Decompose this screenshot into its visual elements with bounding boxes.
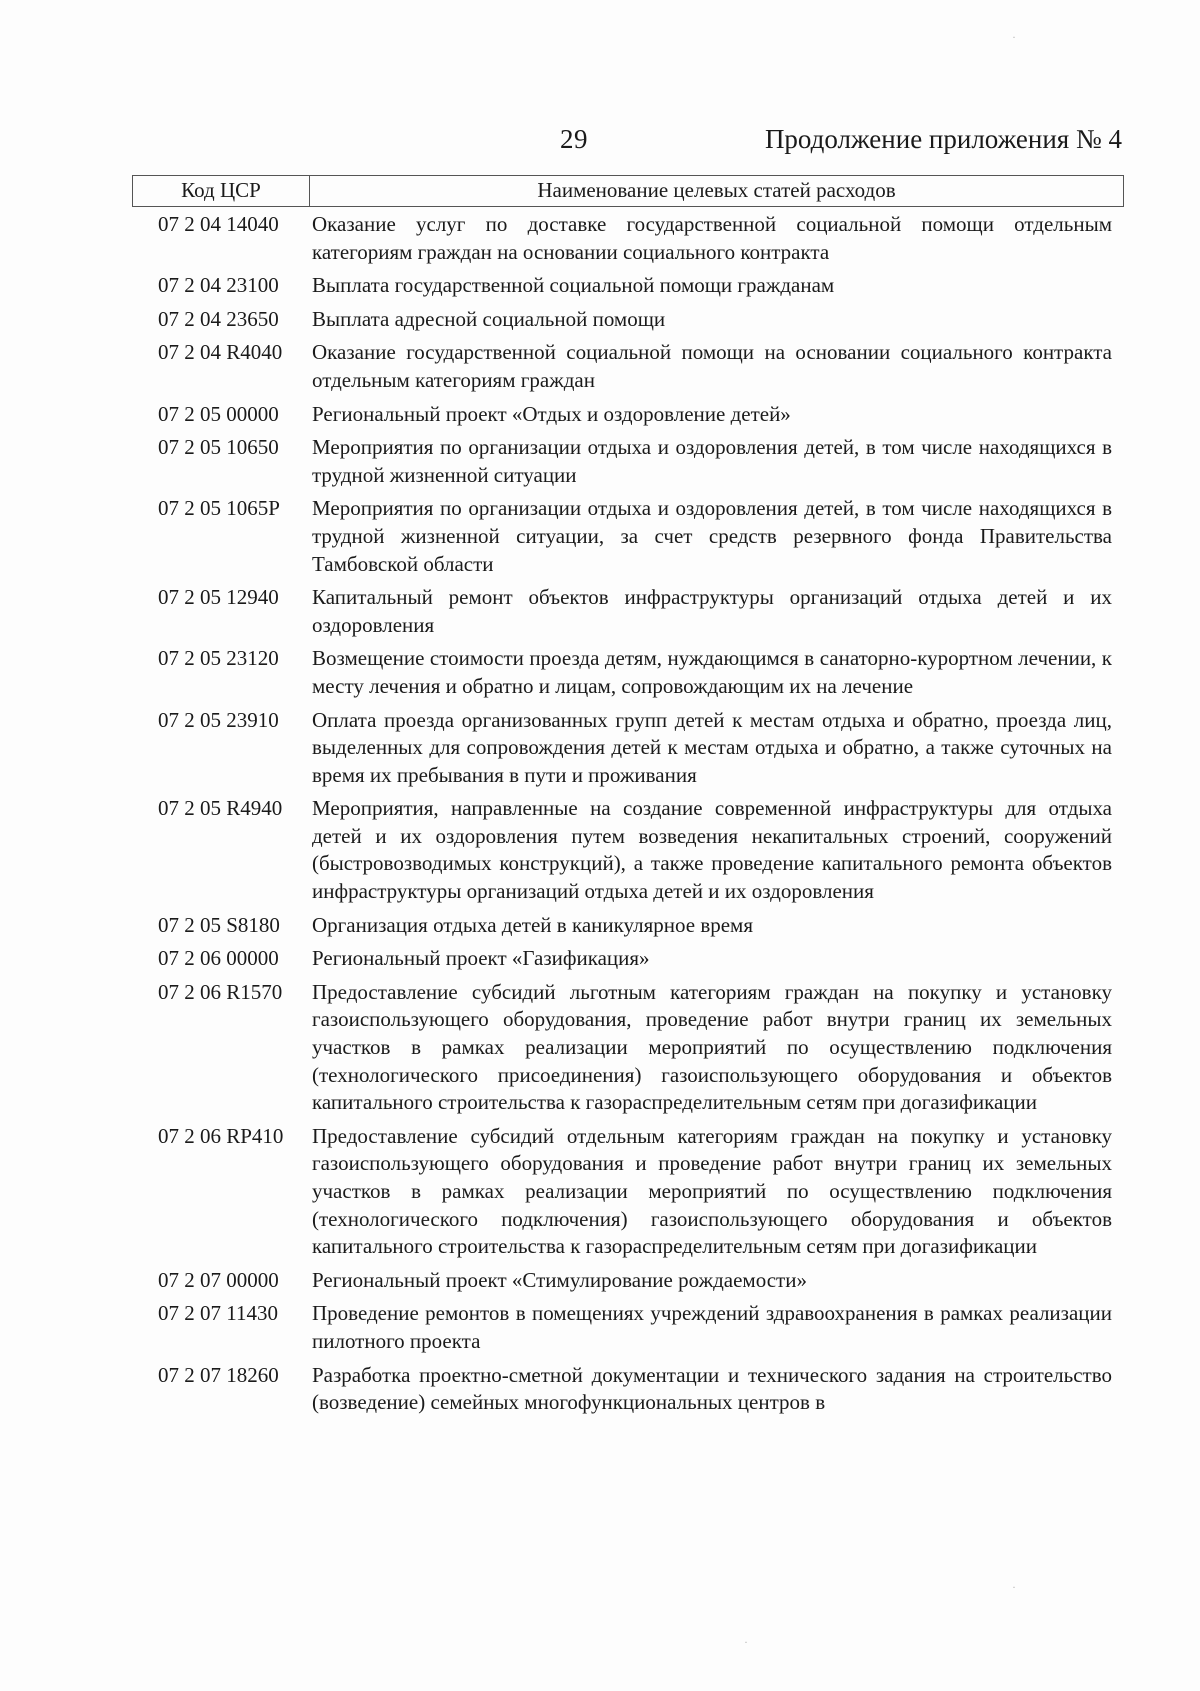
row-code: 07 2 05 00000 [158,401,279,426]
table-row [132,1300,1124,1355]
table-row [132,979,1124,1117]
target-expense-table [132,175,1124,1417]
row-name: Организация отдыха детей в каникулярное время [312,912,753,937]
column-header-name: Наименование целевых статей расходов [537,178,896,202]
table-row [132,584,1124,639]
row-code: 07 2 04 14040 [158,212,279,236]
row-code: 07 2 05 12940 [158,585,279,610]
row-name: Выплата государственной социальной помощи гражданам [312,273,835,298]
row-name: Капитальный ремонт объектов инфраструктуры организаций отдыха детей и их оздоровления [312,585,1112,637]
row-code: 07 2 06 R1570 [158,979,283,1004]
table-row [132,211,1124,266]
row-name: Предоставление субсидий льготным категориям граждан на покупку и установку газоиспользующего оборудования, проведение работ внутри границ их земельных участков в рамках реализации мероприятий по осуществлению подключения (технологического присоединения) газоиспользующего оборудования и объектов капитального строительства к газораспределительным сетям при догазификации [312,979,1112,1115]
row-code: 07 2 04 23100 [158,273,279,298]
row-code: 07 2 04 R4040 [158,340,283,365]
scan-speck: · [744,1635,748,1649]
row-code: 07 2 05 23120 [158,646,279,671]
row-name: Оказание государственной социальной помощи на основании социального контракта отдельным категориям граждан [312,340,1112,392]
row-name: Региональный проект «Стимулирование рождаемости» [312,1267,807,1292]
row-name: Выплата адресной социальной помощи [312,306,666,331]
row-name: Возмещение стоимости проезда детям, нуждающимся в санаторно-курортном лечении, к месту лечения и обратно и лицам, сопровождающим их на лечение [312,646,1112,698]
column-header-code: Код ЦСР [133,176,310,206]
row-name: Региональный проект «Газификация» [312,946,650,971]
row-code: 07 2 06 RP410 [158,1123,284,1148]
row-code: 07 2 06 00000 [158,946,279,971]
row-code: 07 2 05 R4940 [158,796,283,821]
table-row [132,912,1124,940]
table-header [132,175,1124,207]
row-name: Разработка проектно-сметной документации и технического задания на строительство (возведение) семейных многофункциональных центров в [312,1362,1112,1415]
table-row [132,434,1124,489]
row-name: Мероприятия по организации отдыха и оздоровления детей, в том числе находящихся в трудной жизненной ситуации [312,435,1112,487]
table-row [132,1123,1124,1261]
table-row [132,795,1124,905]
row-name: Предоставление субсидий отдельным категориям граждан на покупку и установку газоиспользующего оборудования и проведение работ внутри границ их земельных участков в рамках реализации мероприятий по осуществлению подключения (технологического подключения) газоиспользующего оборудования и объектов капитального строительства к газораспределительным сетям при догазификации [312,1123,1112,1259]
table-row [132,306,1124,334]
row-name: Мероприятия, направленные на создание современной инфраструктуры для отдыха детей и их оздоровления путем возведения некапитальных строений, сооружений (быстровозводимых конструкций), а также проведение капитального ремонта объектов инфраструктуры организаций отдыха детей и их оздоровления [312,796,1112,904]
scan-speck: · [1012,30,1016,44]
page-number: 29 [560,124,588,154]
row-code: 07 2 05 10650 [158,435,279,460]
table-row [132,945,1124,973]
table-row [132,272,1124,300]
table-body [132,211,1124,1417]
row-code: 07 2 07 18260 [158,1362,279,1387]
table-row [132,1362,1124,1417]
table-row [132,1267,1124,1295]
row-name: Оплата проезда организованных групп детей к местам отдыха и обратно, проезда лиц, выделенных для сопровождения детей к местам отдыха и обратно, а также суточных на время их пребывания в пути и проживания [312,707,1112,787]
row-name: Проведение ремонтов в помещениях учреждений здравоохранения в рамках реализации пилотного проекта [312,1301,1112,1353]
row-code: 07 2 04 23650 [158,306,279,331]
table-row [132,645,1124,700]
row-code: 07 2 07 00000 [158,1267,279,1292]
row-code: 07 2 05 23910 [158,707,279,732]
appendix-caption: Продолжение приложения № 4 [764,124,1122,154]
row-code: 07 2 07 11430 [158,1301,278,1326]
row-code: 07 2 05 1065Р [158,496,280,521]
table-row [132,401,1124,429]
row-name: Региональный проект «Отдых и оздоровление детей» [312,401,791,426]
table-row [132,339,1124,394]
row-name: Оказание услуг по доставке государственной социальной помощи отдельным категориям граждан на основании социального контракта [312,212,1112,264]
row-code: 07 2 05 S8180 [158,912,280,937]
row-name: Мероприятия по организации отдыха и оздоровления детей, в том числе находящихся в трудной жизненной ситуации, за счет средств резервного фонда Правительства Тамбовской области [312,496,1112,576]
table-row [132,495,1124,578]
table-row [132,707,1124,790]
scan-speck: · [1012,1580,1016,1594]
